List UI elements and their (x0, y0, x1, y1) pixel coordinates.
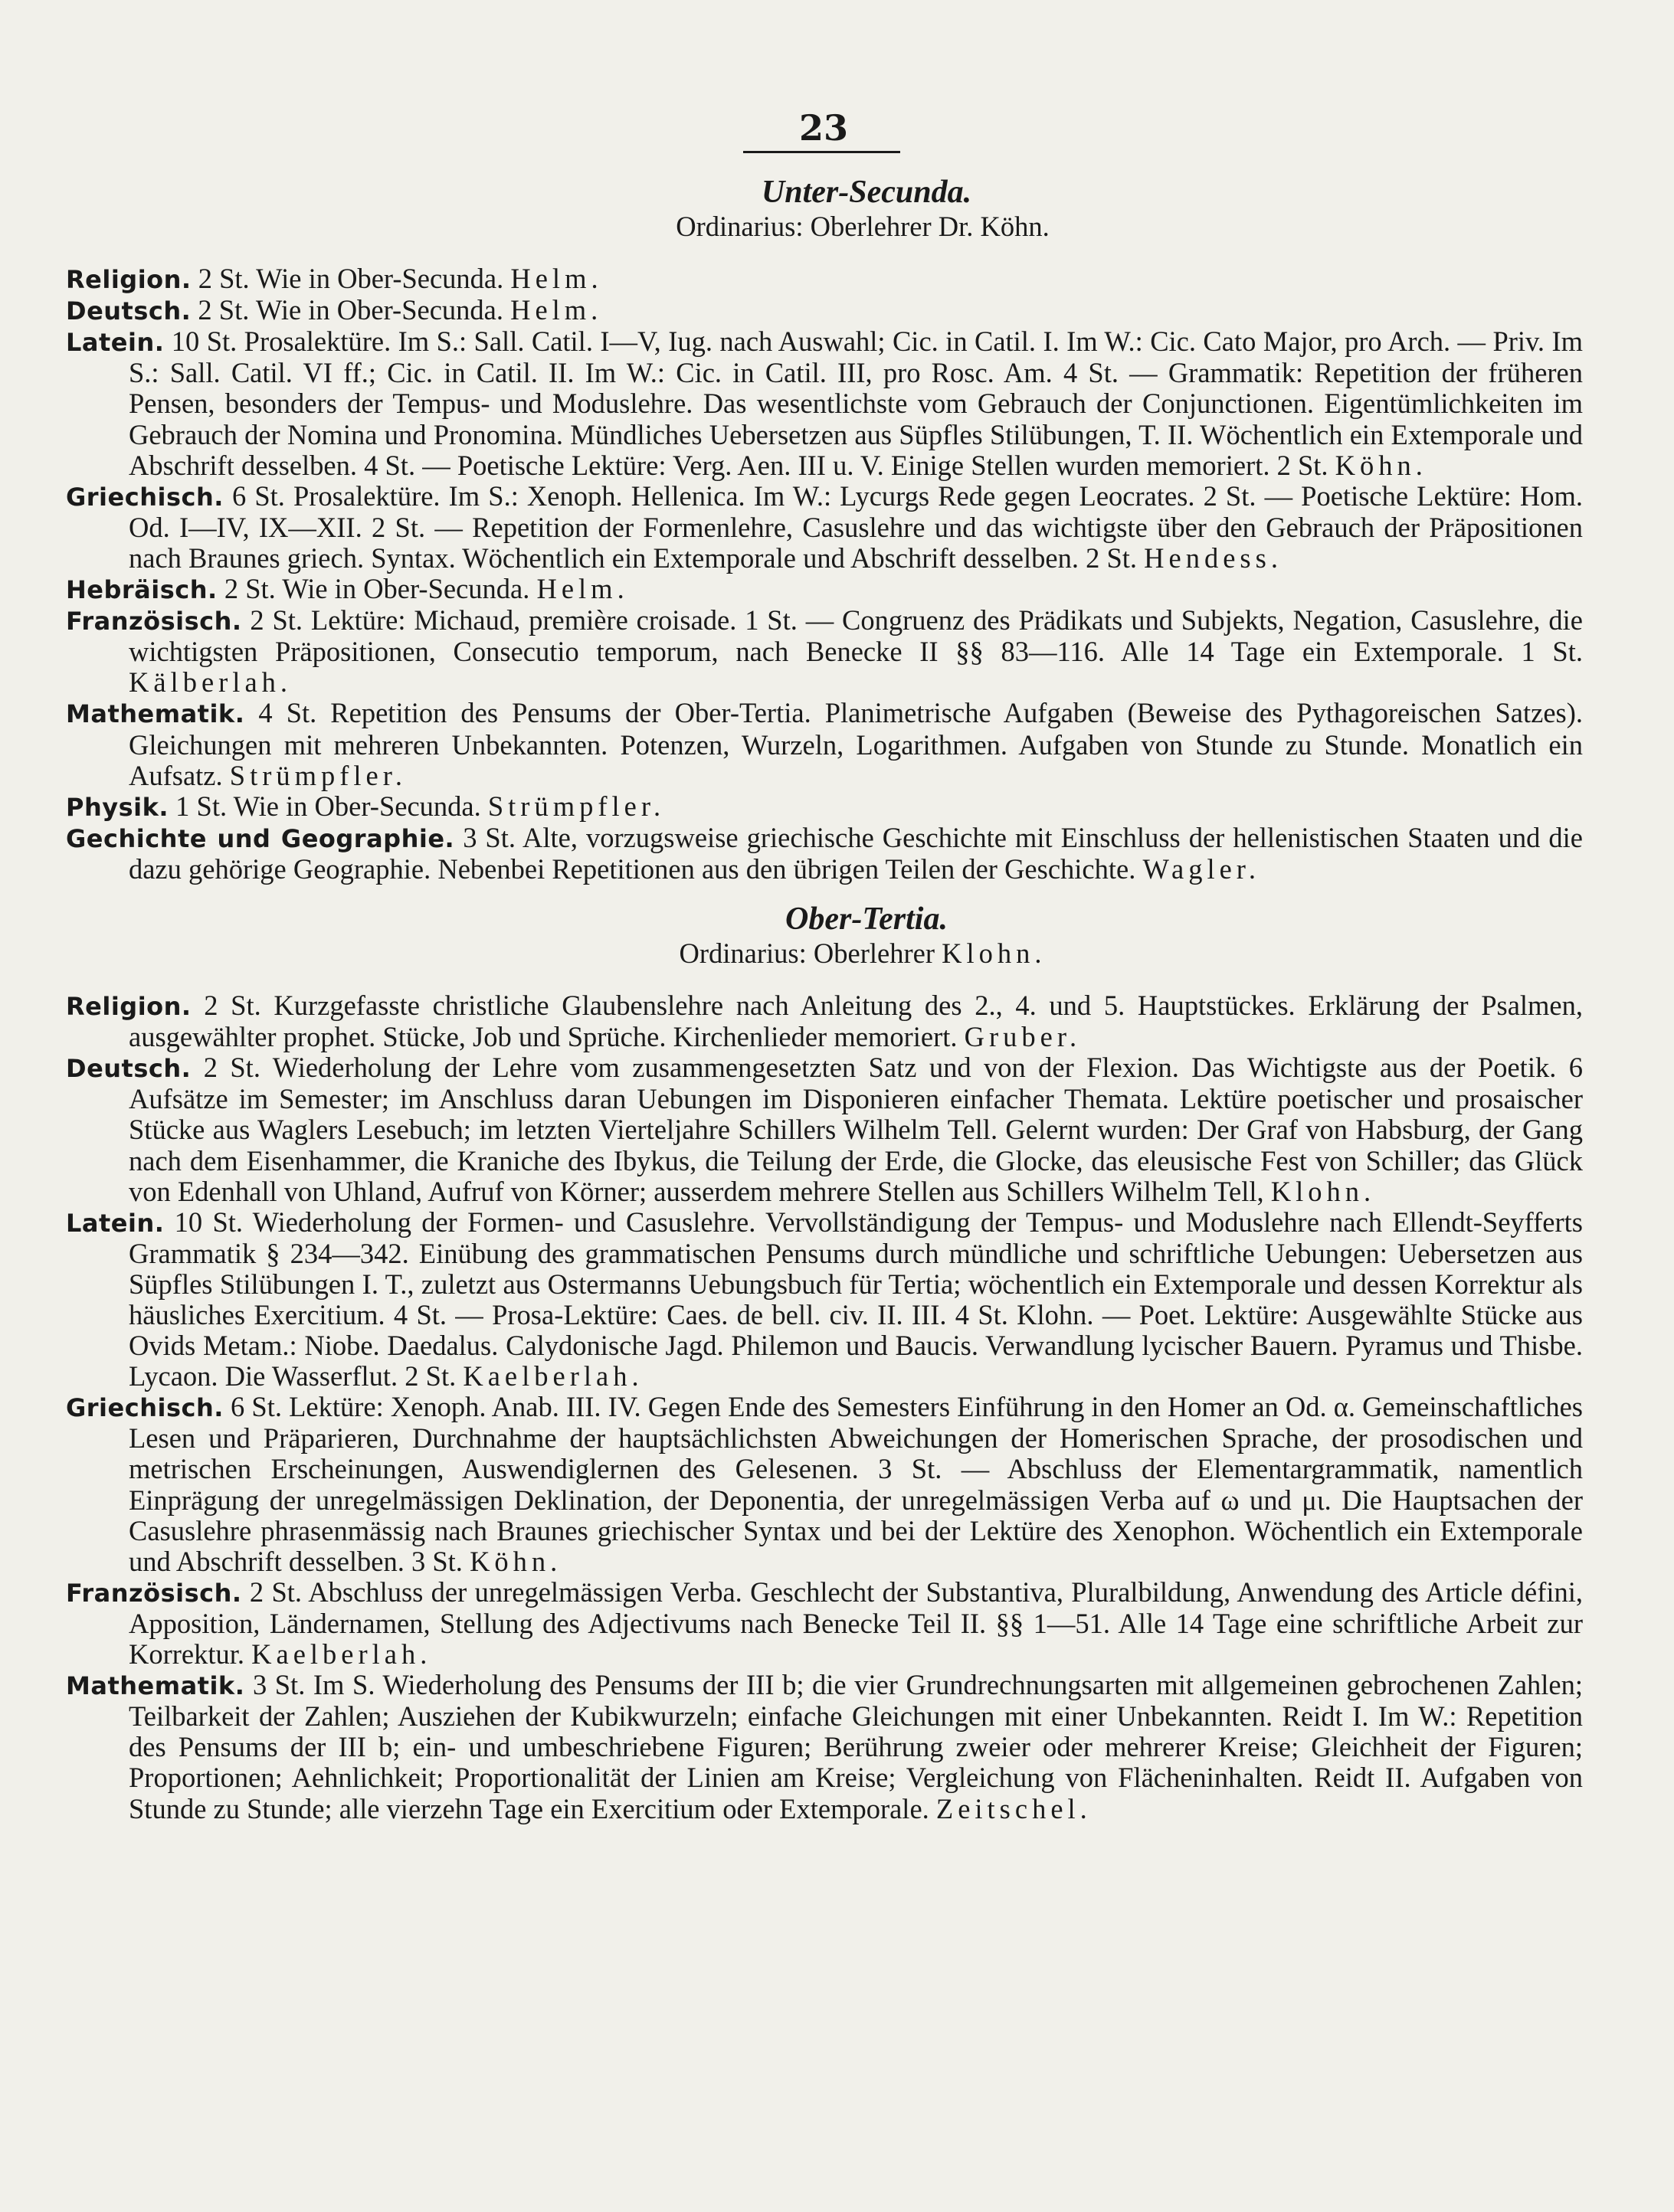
subject-label: Mathematik. (66, 1671, 245, 1701)
subject-text: 6 St. Lektüre: Xenoph. Anab. III. IV. Gegen Ende des Semesters Einführung in den Homer an Od. α. Gemeinschaftliches Lesen und Präparieren, Durchnahme der hauptsächlichsten Abweichungen der Homerischen Sprache, der prosodischen und metrischen Erscheinungen, Auswendiglernen des Gelesenen. 3 St. — Abschluss der Elementargrammatik, namentlich Einprägung der unregelmässigen Deklination, der Deponentia, der unregelmässigen Verba auf ω und μι. Die Hauptsachen der Casuslehre phrasenmässig nach Braunes griechischer Syntax und bei der Lektüre des Xenophon. Wöchentlich ein Extemporale und Abschrift desselben. 3 St. (129, 1391, 1583, 1577)
teacher-name: Helm. (536, 573, 629, 605)
subject-text: 4 St. Repetition des Pensums der Ober-Tertia. Planimetrische Aufgaben (Beweise des Pythagoreischen Satzes). Gleichungen mit mehreren Unbekannten. Potenzen, Wurzeln, Logarithmen. Aufgaben von Stunde zu Stunde. Monatlich ein Aufsatz. (129, 697, 1584, 791)
page-number-rule (743, 151, 900, 153)
subject-label: Latein. (66, 1208, 165, 1238)
subject-entry-latein (66, 1207, 1583, 1392)
subject-entry-mathematik (66, 698, 1583, 790)
teacher-name: Kälberlah. (129, 666, 293, 699)
subject-label: Deutsch. (66, 1054, 192, 1084)
teacher-name: Helm. (510, 294, 603, 326)
page-number: 23 (798, 107, 848, 149)
teacher-name: Helm. (510, 263, 603, 295)
teacher-name: Wagler. (1142, 852, 1261, 885)
subject-entry-franzoesisch (66, 605, 1583, 698)
subject-entry-hebraeisch (66, 574, 1583, 605)
subject-label: Latein. (66, 328, 165, 358)
section-unter-secunda (66, 173, 1583, 885)
subject-text: 10 St. Prosalektüre. Im S.: Sall. Catil. I—V, Iug. nach Auswahl; Cic. in Catil. I. Im W.: Cic. Cato Major, pro Arch. — Priv. Im S.: Sall. Catil. VI ff.; Cic. in Catil. II. Im W.: Cic. in Catil. III, pro Rosc. Am. 4 St. — Grammatik: Repetition der früheren Pensen, besonders der Tempus- und Moduslehre. Das wesentlichste vom Gebrauch der Conjunctionen. Eigentümlichkeiten im Gebrauch der Nomina und Pronomina. Mündliches Uebersetzen aus Süpfles Stilübungen, T. II. Wöchentlich ein Extemporale und Abschrift desselben. 4 St. — Poetische Lektüre: Verg. Aen. III u. V. Einige Stellen wurden memoriert. 2 St. (129, 326, 1583, 481)
subject-entry-religion (66, 990, 1583, 1052)
teacher-name: Kaelberlah. (251, 1638, 432, 1670)
subject-text: 2 St. Wiederholung der Lehre vom zusammengesetzten Satz und von der Flexion. Das Wichtigste aus der Poetik. 6 Aufsätze im Semester; im Anschluss daran Uebungen im Disponieren einfacher Themata. Lektüre poetischer und prosaischer Stücke aus Waglers Lesebuch; im letzten Vierteljahre Schillers Wilhelm Tell. Gelernt wurden: Der Graf von Habsburg, der Gang nach dem Eisenhammer, die Kraniche des Ibykus, die Teilung der Erde, die Glocke, das eleusische Fest von Schiller; das Glück von Edenhall von Uhland, Aufruf von Körner; ausserdem mehrere Stellen aus Schillers Wilhelm Tell, (129, 1052, 1583, 1207)
teacher-name: Strümpfler. (229, 759, 408, 791)
subject-entry-latein (66, 326, 1583, 480)
subject-label: Griechisch. (66, 1393, 224, 1423)
subject-text: 1 St. Wie in Ober-Secunda. (175, 790, 481, 822)
subject-label: Gechichte und Geographie. (66, 823, 455, 853)
subject-entry-franzoesisch (66, 1577, 1583, 1670)
subject-text: 6 St. Prosalektüre. Im S.: Xenoph. Hellenica. Im W.: Lycurgs Rede gegen Leocrates. 2 St. — Poetische Lektüre: Hom. Od. I—IV, IX—XII. 2 St. — Repetition der Formenlehre, Casuslehre und das wichtigste über den Gebrauch der Präpositionen nach Braunes griech. Syntax. Wöchentlich ein Extemporale und Abschrift desselben. 2 St. (129, 479, 1584, 574)
page-content (66, 170, 1583, 1824)
teacher-name: Zeitschel. (935, 1792, 1092, 1824)
subject-label: Griechisch. (66, 482, 224, 512)
ordinarius-name: Köhn. (980, 211, 1050, 242)
subject-text: 3 St. Im S. Wiederholung des Pensums der III b; die vier Grundrechnungsarten mit allgemeinen gebrochenen Zahlen; Teilbarkeit der Zahlen; Ausziehen der Kubikwurzeln; einfache Gleichungen mit einer Unbekannten. Reidt I. Im W.: Repetition des Pensums der III b; ein- und umbeschriebene Figuren; Berührung zweier oder mehrerer Kreise; Gleichheit der Figuren; Proportionen; Aehnlichkeit; Proportionalität der Linien am Kreise; Vergleichung von Flächeninhalten. Reidt II. Aufgaben von Stunde zu Stunde; alle vierzehn Tage ein Exercitium oder Extemporale. (129, 1669, 1583, 1824)
subject-text: 2 St. Wie in Ober-Secunda. (224, 573, 530, 605)
subject-text: 3 St. Alte, vorzugsweise griechische Geschichte mit Einschluss der hellenistischen Staaten und die dazu gehörige Geographie. Nebenbei Repetitionen aus den übrigen Teilen der Geschichte. (129, 821, 1584, 885)
subject-text: 2 St. Kurzgefasste christliche Glaubenslehre nach Anleitung des 2., 4. und 5. Hauptstückes. Erklärung der Psalmen, ausgewählter prophet. Stücke, Job und Sprüche. Kirchenlieder memoriert. (129, 990, 1584, 1053)
ordinarius-label: Ordinarius: Oberlehrer Dr. (676, 211, 974, 242)
teacher-name: Kaelberlah. (463, 1360, 644, 1392)
ordinarius-label: Ordinarius: Oberlehrer (679, 937, 935, 969)
ordinarius-name: Klohn. (942, 937, 1047, 969)
teacher-name: Köhn. (1335, 449, 1427, 481)
subject-text: 2 St. Wie in Ober-Secunda. (198, 263, 504, 295)
subject-label: Deutsch. (66, 296, 192, 326)
subject-entry-griechisch (66, 481, 1583, 574)
subject-entry-deutsch (66, 295, 1583, 326)
subject-label: Religion. (66, 265, 192, 295)
subject-label: Mathematik. (66, 699, 245, 729)
subject-entry-physik (66, 791, 1583, 823)
subject-label: Französisch. (66, 1578, 242, 1608)
subject-text: 2 St. Abschluss der unregelmässigen Verba. Geschlecht der Substantiva, Pluralbildung, Anwendung des Article défini, Apposition, Ländernamen, Stellung des Adjectivums nach Benecke Teil II. §§ 1—51. Alle 14 Tage eine schriftliche Arbeit zur Korrektur. (129, 1576, 1584, 1670)
teacher-name: Gruber. (964, 1021, 1082, 1053)
subject-entry-deutsch (66, 1052, 1583, 1206)
subject-label: Physik. (66, 792, 169, 822)
section-title: Ober-Tertia. (785, 901, 948, 937)
ordinarius-line (66, 211, 1583, 242)
subject-entry-mathematik (66, 1670, 1583, 1824)
teacher-name: Köhn. (470, 1545, 562, 1577)
subject-text: 2 St. Lektüre: Michaud, première croisade. 1 St. — Congruenz des Prädikats und Subjekts, Negation, Casuslehre, die wichtigsten Präpositionen, Consecutio temporum, nach Benecke II §§ 83—116. Alle 14 Tage ein Extemporale. 1 St. (129, 604, 1583, 668)
section-gap (66, 885, 1583, 897)
ordinarius-line (66, 938, 1583, 969)
subject-label: Französisch. (66, 607, 242, 636)
subject-text: 2 St. Wie in Ober-Secunda. (198, 294, 503, 326)
teacher-name: Hendess. (1144, 542, 1283, 574)
subject-entry-geschichte (66, 823, 1583, 885)
subject-text: 10 St. Wiederholung der Formen- und Casuslehre. Vervollständigung der Tempus- und Moduslehre nach Ellendt-Seyfferts Grammatik § 234—342. Einübung des grammatischen Pensums durch mündliche und schriftliche Uebungen: Uebersetzen aus Süpfles Stilübungen I. T., zuletzt aus Ostermanns Uebungsbuch für Tertia; wöchentlich ein Extemporale und dessen Korrektur als häusliches Exercitium. 4 St. — Prosa-Lektüre: Caes. de bell. civ. II. III. 4 St. Klohn. — Poet. Lektüre: Ausgewählte Stücke aus Ovids Metam.: Niobe. Daedalus. Calydonische Jagd. Philemon und Baucis. Verwandlung lycischer Bauern. Pyramus und Thisbe. Lycaon. Die Wasserflut. 2 St. (129, 1206, 1584, 1392)
teacher-name: Klohn. (1270, 1175, 1376, 1207)
subject-entry-religion (66, 263, 1583, 295)
subject-label: Hebräisch. (66, 575, 218, 605)
section-ober-tertia (66, 900, 1583, 1824)
subject-label: Religion. (66, 992, 192, 1022)
teacher-name: Strümpfler. (487, 790, 666, 822)
subject-entry-griechisch (66, 1392, 1583, 1577)
section-title: Unter-Secunda. (761, 175, 972, 210)
